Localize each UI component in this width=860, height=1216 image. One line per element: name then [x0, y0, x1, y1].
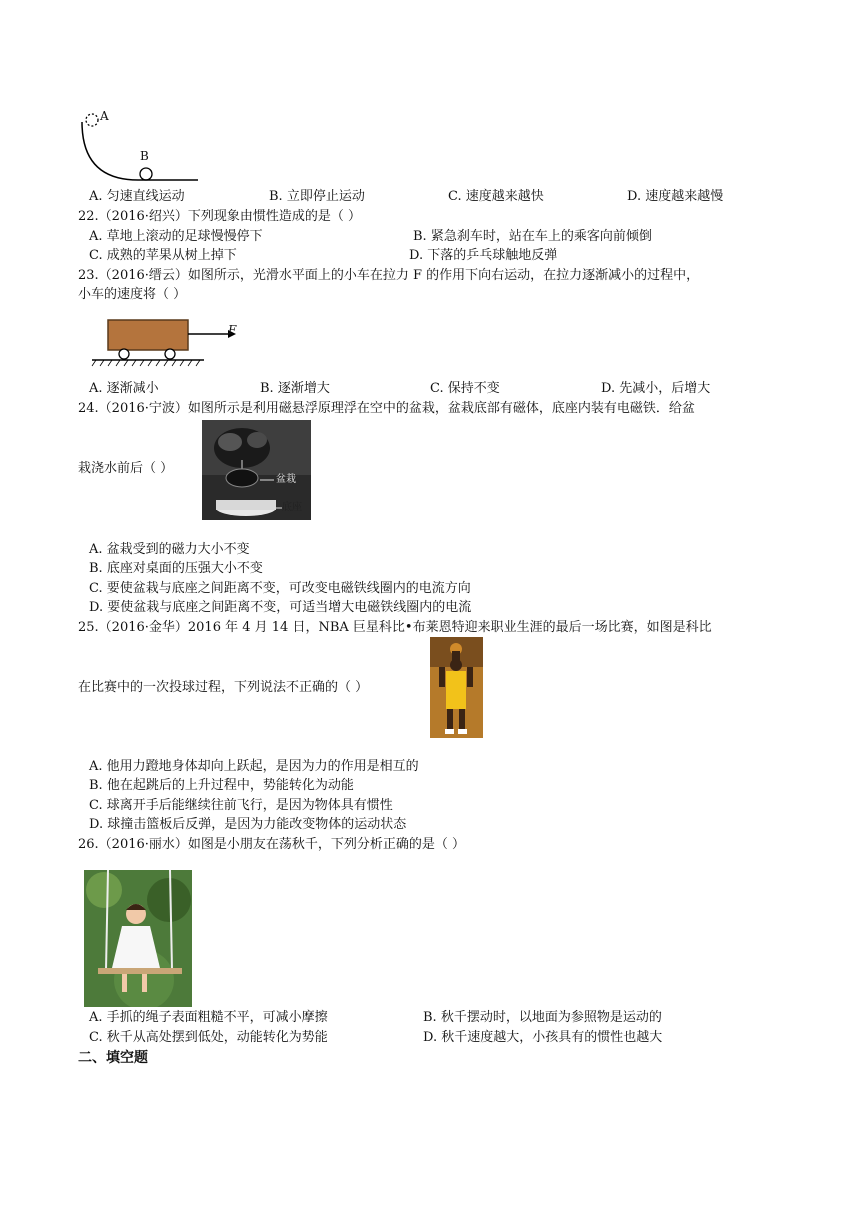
q22-stem: 22.（2016·绍兴）下列现象由惯性造成的是（ ） [78, 209, 362, 224]
q26-option-b: B. 秋千摆动时，以地面为参照物是运动的 [423, 1010, 662, 1025]
section-heading: 二、填空题 [78, 1050, 148, 1066]
maglev-plant-photo [202, 420, 311, 520]
q25-option-d: D. 球撞击篮板后反弹，是因为力能改变物体的运动状态 [89, 817, 407, 832]
q21-option-b: B. 立即停止运动 [269, 189, 365, 204]
figure-label-a: A [100, 109, 109, 123]
q22-option-c: C. 成熟的苹果从树上掉下 [89, 248, 237, 263]
q24-option-a: A. 盆栽受到的磁力大小不变 [89, 542, 250, 557]
basketball-player-photo [430, 637, 483, 738]
figure-label-base: 底座 [282, 502, 302, 513]
q25-option-c: C. 球离开手后能继续往前飞行，是因为物体具有惯性 [89, 798, 393, 813]
q26-option-d: D. 秋千速度越大，小孩具有的惯性也越大 [423, 1030, 663, 1045]
q26-stem: 26.（2016·丽水）如图是小朋友在荡秋千，下列分析正确的是（ ） [78, 837, 466, 852]
q21-option-d: D. 速度越来越慢 [627, 189, 724, 204]
q25-option-b: B. 他在起跳后的上升过程中，势能转化为动能 [89, 778, 354, 793]
q26-option-a: A. 手抓的绳子表面粗糙不平，可减小摩擦 [89, 1010, 328, 1025]
q25-option-a: A. 他用力蹬地身体却向上跃起，是因为力的作用是相互的 [89, 759, 419, 774]
figure-label-b: B [140, 149, 149, 163]
q24-option-b: B. 底座对桌面的压强大小不变 [89, 561, 263, 576]
q24-option-d: D. 要使盆栽与底座之间距离不变，可适当增大电磁铁线圈内的电流 [89, 600, 472, 615]
q24-option-c: C. 要使盆栽与底座之间距离不变，可改变电磁铁线圈内的电流方向 [89, 581, 471, 596]
q23-option-a: A. 逐渐减小 [89, 381, 159, 396]
q23-option-b: B. 逐渐增大 [260, 381, 330, 396]
q23-option-c: C. 保持不变 [430, 381, 500, 396]
track-figure [78, 108, 198, 188]
q24-stem-line1: 24.（2016·宁波）如图所示是利用磁悬浮原理浮在空中的盆栽，盆栽底部有磁体，底座内装有电磁铁．给盆 [78, 401, 695, 416]
q26-option-c: C. 秋千从高处摆到低处，动能转化为势能 [89, 1030, 328, 1045]
q25-stem-line2: 在比赛中的一次投球过程，下列说法不正确的（ ） [78, 680, 369, 695]
q22-option-b: B. 紧急刹车时，站在车上的乘客向前倾倒 [413, 229, 652, 244]
q22-option-a: A. 草地上滚动的足球慢慢停下 [89, 229, 263, 244]
q22-option-d: D. 下落的乒乓球触地反弹 [409, 248, 558, 263]
q25-stem-line1: 25.（2016·金华）2016 年 4 月 14 日，NBA 巨星科比•布莱恩特迎来职业生涯的最后一场比赛，如图是科比 [78, 620, 712, 635]
q21-option-c: C. 速度越来越快 [448, 189, 544, 204]
figure-label-f: F [228, 323, 237, 337]
swing-child-photo [84, 870, 192, 1007]
q24-stem-line2: 栽浇水前后（ ） [78, 461, 174, 476]
q21-option-a: A. 匀速直线运动 [89, 189, 185, 204]
cart-figure [88, 314, 248, 372]
q23-stem-line1: 23.（2016·缙云）如图所示，光滑水平面上的小车在拉力 F 的作用下向右运动，在拉力逐渐减小的过程中， [78, 268, 700, 283]
q23-stem-line2: 小车的速度将（ ） [78, 287, 187, 302]
figure-label-pot: 盆栽 [276, 474, 296, 485]
q23-option-d: D. 先减小，后增大 [601, 381, 711, 396]
